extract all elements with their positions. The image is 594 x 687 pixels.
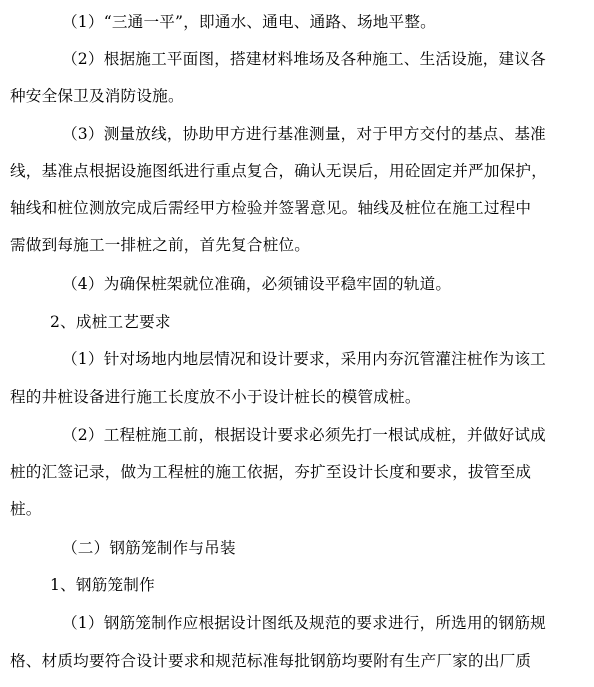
paragraph-line: （1）针对场地内地层情况和设计要求，采用内夯沉管灌注桩作为该工: [62, 350, 546, 368]
paragraph-line: （3）测量放线，协助甲方进行基准测量，对于甲方交付的基点、基准: [62, 125, 546, 143]
paragraph-line: 需做到每施工一排桩之前，首先复合桩位。: [10, 236, 311, 254]
paragraph-line: （2）根据施工平面图，搭建材料堆场及各种施工、生活设施，建议各: [62, 50, 546, 68]
paragraph-line: （4）为确保桩架就位准确，必须铺设平稳牢固的轨道。: [62, 275, 452, 293]
paragraph-line: 线，基准点根据设施图纸进行重点复合，确认无误后，用砼固定并严加保护，: [10, 162, 547, 180]
paragraph-line: 桩的汇签记录，做为工程桩的施工依据，夯扩至设计长度和要求，拔管至成: [10, 463, 532, 481]
paragraph-line: 种安全保卫及消防设施。: [10, 87, 184, 105]
section-heading: 1、钢筋笼制作: [50, 576, 155, 594]
paragraph-line: （1）“三通一平”，即通水、通电、通路、场地平整。: [62, 13, 436, 31]
paragraph-line: （1）钢筋笼制作应根据设计图纸及规范的要求进行，所选用的钢筋规: [62, 614, 546, 632]
paragraph-line: 桩。: [10, 500, 42, 518]
paragraph-line: 程的井桩设备进行施工长度放不小于设计桩长的模管成桩。: [10, 388, 421, 406]
paragraph-line: 格、材质均要符合设计要求和规范标准每批钢筋均要附有生产厂家的出厂质: [10, 652, 532, 670]
paragraph-line: 轴线和桩位测放完成后需经甲方检验并签署意见。轴线及桩位在施工过程中: [10, 199, 532, 217]
section-heading: （二）钢筋笼制作与吊装: [62, 539, 236, 557]
paragraph-line: （2）工程桩施工前，根据设计要求必须先打一根试成桩，并做好试成: [62, 426, 546, 444]
section-heading: 2、成桩工艺要求: [50, 313, 171, 331]
